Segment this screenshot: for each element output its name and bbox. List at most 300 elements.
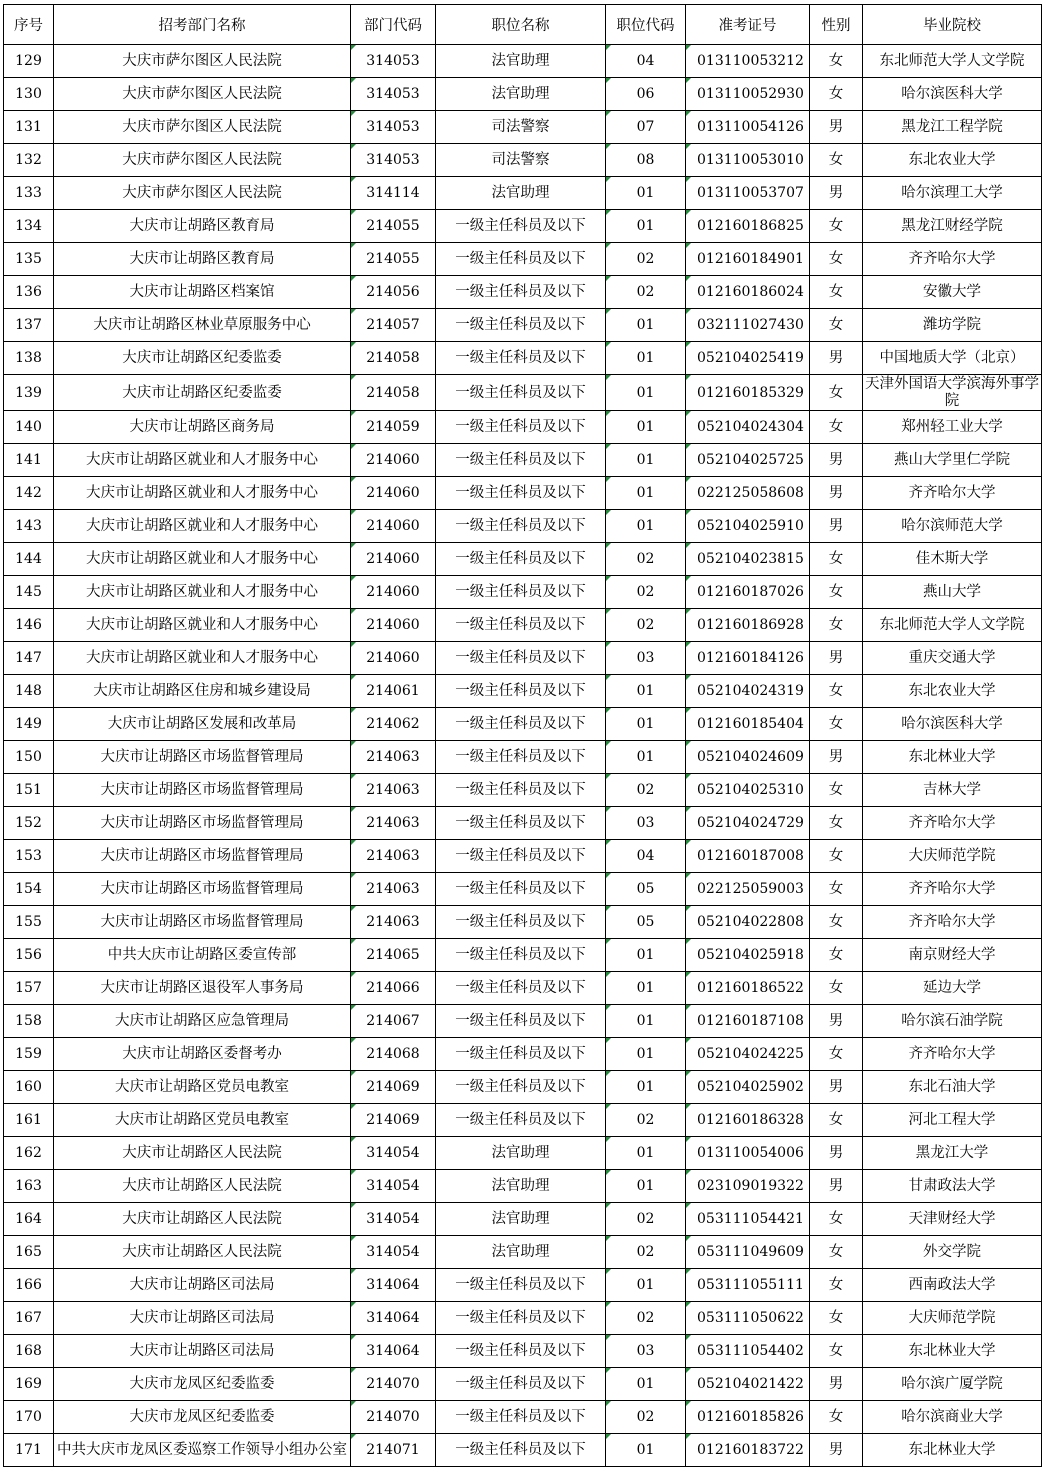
school-cell: 甘肃政法大学 xyxy=(863,1170,1042,1203)
department-code-cell: 314053 xyxy=(351,111,436,144)
seq-cell: 145 xyxy=(4,576,54,609)
ticket-number-cell: 012160183722 xyxy=(686,1434,810,1467)
department-code-cell: 214060 xyxy=(351,444,436,477)
gender-cell: 女 xyxy=(810,1401,863,1434)
school-cell: 安徽大学 xyxy=(863,276,1042,309)
department-name-cell: 大庆市让胡路区教育局 xyxy=(54,210,351,243)
seq-cell: 160 xyxy=(4,1071,54,1104)
department-code-cell: 314114 xyxy=(351,177,436,210)
position-name-cell: 一级主任科员及以下 xyxy=(436,1335,606,1368)
seq-cell: 166 xyxy=(4,1269,54,1302)
ticket-number-cell: 052104022808 xyxy=(686,906,810,939)
ticket-number-cell: 012160186328 xyxy=(686,1104,810,1137)
table-row xyxy=(4,807,1042,840)
position-name-cell: 一级主任科员及以下 xyxy=(436,1269,606,1302)
gender-cell: 女 xyxy=(810,576,863,609)
department-code-cell: 214059 xyxy=(351,411,436,444)
school-cell: 黑龙江工程学院 xyxy=(863,111,1042,144)
position-code-cell: 06 xyxy=(606,78,686,111)
position-code-cell: 02 xyxy=(606,543,686,576)
department-name-cell: 大庆市让胡路区就业和人才服务中心 xyxy=(54,543,351,576)
gender-cell: 男 xyxy=(810,1170,863,1203)
department-code-cell: 314054 xyxy=(351,1236,436,1269)
seq-cell: 154 xyxy=(4,873,54,906)
table-row xyxy=(4,1302,1042,1335)
school-cell: 哈尔滨商业大学 xyxy=(863,1401,1042,1434)
department-name-cell: 大庆市龙凤区纪委监委 xyxy=(54,1401,351,1434)
position-name-cell: 一级主任科员及以下 xyxy=(436,1005,606,1038)
header-department-code: 部门代码 xyxy=(351,5,436,45)
position-code-cell: 01 xyxy=(606,1269,686,1302)
school-cell: 东北林业大学 xyxy=(863,1434,1042,1467)
school-cell: 外交学院 xyxy=(863,1236,1042,1269)
school-cell: 黑龙江大学 xyxy=(863,1137,1042,1170)
position-code-cell: 02 xyxy=(606,1302,686,1335)
position-name-cell: 一级主任科员及以下 xyxy=(436,276,606,309)
seq-cell: 144 xyxy=(4,543,54,576)
department-name-cell: 大庆市让胡路区党员电教室 xyxy=(54,1104,351,1137)
department-name-cell: 大庆市萨尔图区人民法院 xyxy=(54,45,351,78)
table-row xyxy=(4,1137,1042,1170)
school-cell: 哈尔滨石油学院 xyxy=(863,1005,1042,1038)
gender-cell: 男 xyxy=(810,642,863,675)
table-row xyxy=(4,276,1042,309)
position-code-cell: 01 xyxy=(606,708,686,741)
seq-cell: 133 xyxy=(4,177,54,210)
department-name-cell: 大庆市让胡路区市场监督管理局 xyxy=(54,840,351,873)
department-name-cell: 大庆市萨尔图区人民法院 xyxy=(54,78,351,111)
seq-cell: 159 xyxy=(4,1038,54,1071)
department-code-cell: 214063 xyxy=(351,741,436,774)
table-row xyxy=(4,210,1042,243)
department-code-cell: 214060 xyxy=(351,477,436,510)
position-code-cell: 01 xyxy=(606,210,686,243)
position-name-cell: 一级主任科员及以下 xyxy=(436,576,606,609)
gender-cell: 女 xyxy=(810,873,863,906)
position-name-cell: 一级主任科员及以下 xyxy=(436,411,606,444)
department-code-cell: 214063 xyxy=(351,840,436,873)
gender-cell: 女 xyxy=(810,45,863,78)
ticket-number-cell: 023109019322 xyxy=(686,1170,810,1203)
seq-cell: 139 xyxy=(4,375,54,411)
department-name-cell: 大庆市让胡路区档案馆 xyxy=(54,276,351,309)
school-cell: 西南政法大学 xyxy=(863,1269,1042,1302)
department-name-cell: 大庆市让胡路区市场监督管理局 xyxy=(54,906,351,939)
gender-cell: 女 xyxy=(810,972,863,1005)
department-code-cell: 314064 xyxy=(351,1269,436,1302)
seq-cell: 158 xyxy=(4,1005,54,1038)
ticket-number-cell: 012160187008 xyxy=(686,840,810,873)
table-row xyxy=(4,576,1042,609)
department-code-cell: 214069 xyxy=(351,1104,436,1137)
seq-cell: 156 xyxy=(4,939,54,972)
school-cell: 佳木斯大学 xyxy=(863,543,1042,576)
position-code-cell: 02 xyxy=(606,609,686,642)
position-code-cell: 01 xyxy=(606,411,686,444)
position-code-cell: 01 xyxy=(606,972,686,1005)
department-name-cell: 大庆市让胡路区纪委监委 xyxy=(54,342,351,375)
gender-cell: 男 xyxy=(810,741,863,774)
table-row xyxy=(4,177,1042,210)
ticket-number-cell: 012160187026 xyxy=(686,576,810,609)
seq-cell: 167 xyxy=(4,1302,54,1335)
gender-cell: 女 xyxy=(810,840,863,873)
gender-cell: 女 xyxy=(810,375,863,411)
ticket-number-cell: 053111054402 xyxy=(686,1335,810,1368)
position-name-cell: 司法警察 xyxy=(436,111,606,144)
department-name-cell: 大庆市让胡路区司法局 xyxy=(54,1335,351,1368)
table-row xyxy=(4,840,1042,873)
gender-cell: 女 xyxy=(810,609,863,642)
position-code-cell: 01 xyxy=(606,1170,686,1203)
department-code-cell: 214070 xyxy=(351,1401,436,1434)
school-cell: 天津财经大学 xyxy=(863,1203,1042,1236)
department-name-cell: 大庆市让胡路区纪委监委 xyxy=(54,375,351,411)
seq-cell: 135 xyxy=(4,243,54,276)
seq-cell: 161 xyxy=(4,1104,54,1137)
school-cell: 齐齐哈尔大学 xyxy=(863,873,1042,906)
department-code-cell: 214067 xyxy=(351,1005,436,1038)
position-name-cell: 一级主任科员及以下 xyxy=(436,1401,606,1434)
table-row xyxy=(4,1005,1042,1038)
position-name-cell: 一级主任科员及以下 xyxy=(436,642,606,675)
gender-cell: 女 xyxy=(810,906,863,939)
seq-cell: 151 xyxy=(4,774,54,807)
table-row xyxy=(4,1236,1042,1269)
department-code-cell: 214060 xyxy=(351,642,436,675)
gender-cell: 女 xyxy=(810,1236,863,1269)
table-row xyxy=(4,309,1042,342)
table-row xyxy=(4,939,1042,972)
department-code-cell: 214063 xyxy=(351,774,436,807)
seq-cell: 131 xyxy=(4,111,54,144)
position-code-cell: 01 xyxy=(606,177,686,210)
department-code-cell: 314064 xyxy=(351,1302,436,1335)
department-code-cell: 214063 xyxy=(351,906,436,939)
position-code-cell: 01 xyxy=(606,1368,686,1401)
position-code-cell: 01 xyxy=(606,444,686,477)
table-row xyxy=(4,144,1042,177)
department-name-cell: 大庆市让胡路区就业和人才服务中心 xyxy=(54,477,351,510)
seq-cell: 140 xyxy=(4,411,54,444)
gender-cell: 女 xyxy=(810,1038,863,1071)
table-row xyxy=(4,1038,1042,1071)
position-name-cell: 一级主任科员及以下 xyxy=(436,1104,606,1137)
seq-cell: 164 xyxy=(4,1203,54,1236)
ticket-number-cell: 052104024304 xyxy=(686,411,810,444)
position-code-cell: 08 xyxy=(606,144,686,177)
department-name-cell: 大庆市让胡路区就业和人才服务中心 xyxy=(54,444,351,477)
table-row xyxy=(4,342,1042,375)
seq-cell: 162 xyxy=(4,1137,54,1170)
header-seq: 序号 xyxy=(4,5,54,45)
gender-cell: 女 xyxy=(810,708,863,741)
school-cell: 延边大学 xyxy=(863,972,1042,1005)
position-name-cell: 一级主任科员及以下 xyxy=(436,243,606,276)
department-name-cell: 大庆市让胡路区司法局 xyxy=(54,1269,351,1302)
position-name-cell: 一级主任科员及以下 xyxy=(436,840,606,873)
school-cell: 东北师范大学人文学院 xyxy=(863,45,1042,78)
gender-cell: 女 xyxy=(810,939,863,972)
department-name-cell: 大庆市龙凤区纪委监委 xyxy=(54,1368,351,1401)
position-name-cell: 一级主任科员及以下 xyxy=(436,1302,606,1335)
ticket-number-cell: 032111027430 xyxy=(686,309,810,342)
gender-cell: 男 xyxy=(810,444,863,477)
ticket-number-cell: 012160186522 xyxy=(686,972,810,1005)
ticket-number-cell: 052104025725 xyxy=(686,444,810,477)
position-name-cell: 一级主任科员及以下 xyxy=(436,708,606,741)
header-row xyxy=(4,5,1042,45)
department-code-cell: 314054 xyxy=(351,1137,436,1170)
table-row xyxy=(4,78,1042,111)
seq-cell: 169 xyxy=(4,1368,54,1401)
seq-cell: 146 xyxy=(4,609,54,642)
gender-cell: 女 xyxy=(810,807,863,840)
position-code-cell: 05 xyxy=(606,906,686,939)
gender-cell: 女 xyxy=(810,411,863,444)
position-code-cell: 03 xyxy=(606,1335,686,1368)
school-cell: 齐齐哈尔大学 xyxy=(863,243,1042,276)
table-row xyxy=(4,375,1042,411)
ticket-number-cell: 022125058608 xyxy=(686,477,810,510)
ticket-number-cell: 012160186825 xyxy=(686,210,810,243)
position-code-cell: 01 xyxy=(606,1071,686,1104)
school-cell: 东北林业大学 xyxy=(863,741,1042,774)
gender-cell: 女 xyxy=(810,78,863,111)
department-name-cell: 大庆市让胡路区市场监督管理局 xyxy=(54,774,351,807)
school-cell: 燕山大学里仁学院 xyxy=(863,444,1042,477)
department-code-cell: 314054 xyxy=(351,1170,436,1203)
department-name-cell: 大庆市萨尔图区人民法院 xyxy=(54,144,351,177)
ticket-number-cell: 053111055111 xyxy=(686,1269,810,1302)
seq-cell: 170 xyxy=(4,1401,54,1434)
gender-cell: 女 xyxy=(810,1203,863,1236)
position-code-cell: 04 xyxy=(606,840,686,873)
department-name-cell: 大庆市让胡路区商务局 xyxy=(54,411,351,444)
table-row xyxy=(4,1269,1042,1302)
header-position-name: 职位名称 xyxy=(436,5,606,45)
position-name-cell: 一级主任科员及以下 xyxy=(436,1038,606,1071)
school-cell: 重庆交通大学 xyxy=(863,642,1042,675)
header-gender: 性别 xyxy=(810,5,863,45)
ticket-number-cell: 053111049609 xyxy=(686,1236,810,1269)
position-code-cell: 01 xyxy=(606,741,686,774)
department-name-cell: 大庆市让胡路区教育局 xyxy=(54,243,351,276)
position-code-cell: 04 xyxy=(606,45,686,78)
table-row xyxy=(4,543,1042,576)
seq-cell: 171 xyxy=(4,1434,54,1467)
department-code-cell: 214063 xyxy=(351,873,436,906)
position-name-cell: 一级主任科员及以下 xyxy=(436,444,606,477)
gender-cell: 男 xyxy=(810,1005,863,1038)
ticket-number-cell: 052104024729 xyxy=(686,807,810,840)
ticket-number-cell: 012160186928 xyxy=(686,609,810,642)
ticket-number-cell: 012160185329 xyxy=(686,375,810,411)
table-row xyxy=(4,243,1042,276)
table-row xyxy=(4,444,1042,477)
gender-cell: 男 xyxy=(810,111,863,144)
gender-cell: 女 xyxy=(810,543,863,576)
position-code-cell: 01 xyxy=(606,939,686,972)
position-code-cell: 01 xyxy=(606,1038,686,1071)
table-row xyxy=(4,1335,1042,1368)
position-name-cell: 一级主任科员及以下 xyxy=(436,510,606,543)
seq-cell: 147 xyxy=(4,642,54,675)
department-name-cell: 大庆市让胡路区人民法院 xyxy=(54,1236,351,1269)
position-code-cell: 01 xyxy=(606,309,686,342)
gender-cell: 男 xyxy=(810,342,863,375)
school-cell: 东北农业大学 xyxy=(863,144,1042,177)
school-cell: 齐齐哈尔大学 xyxy=(863,477,1042,510)
seq-cell: 165 xyxy=(4,1236,54,1269)
position-code-cell: 01 xyxy=(606,675,686,708)
department-name-cell: 中共大庆市龙凤区委巡察工作领导小组办公室 xyxy=(54,1434,351,1467)
department-name-cell: 大庆市让胡路区住房和城乡建设局 xyxy=(54,675,351,708)
ticket-number-cell: 052104025310 xyxy=(686,774,810,807)
position-name-cell: 一级主任科员及以下 xyxy=(436,906,606,939)
position-name-cell: 一级主任科员及以下 xyxy=(436,774,606,807)
department-code-cell: 214055 xyxy=(351,243,436,276)
seq-cell: 155 xyxy=(4,906,54,939)
seq-cell: 148 xyxy=(4,675,54,708)
table-row xyxy=(4,45,1042,78)
table-row xyxy=(4,510,1042,543)
department-name-cell: 大庆市让胡路区就业和人才服务中心 xyxy=(54,609,351,642)
table-row xyxy=(4,1104,1042,1137)
school-cell: 燕山大学 xyxy=(863,576,1042,609)
table-row xyxy=(4,1203,1042,1236)
ticket-number-cell: 013110054006 xyxy=(686,1137,810,1170)
department-name-cell: 大庆市让胡路区人民法院 xyxy=(54,1170,351,1203)
department-name-cell: 大庆市让胡路区退役军人事务局 xyxy=(54,972,351,1005)
ticket-number-cell: 052104021422 xyxy=(686,1368,810,1401)
ticket-number-cell: 012160184901 xyxy=(686,243,810,276)
table-row xyxy=(4,111,1042,144)
position-name-cell: 一级主任科员及以下 xyxy=(436,972,606,1005)
school-cell: 中国地质大学（北京） xyxy=(863,342,1042,375)
department-name-cell: 大庆市让胡路区就业和人才服务中心 xyxy=(54,642,351,675)
gender-cell: 女 xyxy=(810,675,863,708)
position-code-cell: 02 xyxy=(606,1104,686,1137)
position-code-cell: 01 xyxy=(606,375,686,411)
position-name-cell: 一级主任科员及以下 xyxy=(436,939,606,972)
department-code-cell: 214071 xyxy=(351,1434,436,1467)
position-name-cell: 一级主任科员及以下 xyxy=(436,741,606,774)
gender-cell: 女 xyxy=(810,1302,863,1335)
position-name-cell: 一级主任科员及以下 xyxy=(436,1434,606,1467)
gender-cell: 女 xyxy=(810,243,863,276)
department-name-cell: 大庆市让胡路区就业和人才服务中心 xyxy=(54,576,351,609)
department-name-cell: 大庆市让胡路区委督考办 xyxy=(54,1038,351,1071)
department-code-cell: 314053 xyxy=(351,78,436,111)
ticket-number-cell: 022125059003 xyxy=(686,873,810,906)
position-name-cell: 一级主任科员及以下 xyxy=(436,807,606,840)
ticket-number-cell: 053111050622 xyxy=(686,1302,810,1335)
table-row xyxy=(4,873,1042,906)
department-code-cell: 214069 xyxy=(351,1071,436,1104)
position-name-cell: 一级主任科员及以下 xyxy=(436,477,606,510)
gender-cell: 女 xyxy=(810,1269,863,1302)
department-code-cell: 314054 xyxy=(351,1203,436,1236)
ticket-number-cell: 052104025918 xyxy=(686,939,810,972)
position-code-cell: 02 xyxy=(606,1401,686,1434)
seq-cell: 150 xyxy=(4,741,54,774)
position-code-cell: 02 xyxy=(606,1236,686,1269)
position-code-cell: 02 xyxy=(606,243,686,276)
department-code-cell: 214058 xyxy=(351,375,436,411)
gender-cell: 男 xyxy=(810,477,863,510)
department-name-cell: 大庆市让胡路区市场监督管理局 xyxy=(54,873,351,906)
table-row xyxy=(4,906,1042,939)
table-row xyxy=(4,642,1042,675)
table-row xyxy=(4,477,1042,510)
position-name-cell: 法官助理 xyxy=(436,1203,606,1236)
department-name-cell: 大庆市让胡路区应急管理局 xyxy=(54,1005,351,1038)
seq-cell: 137 xyxy=(4,309,54,342)
department-code-cell: 214062 xyxy=(351,708,436,741)
gender-cell: 女 xyxy=(810,1335,863,1368)
department-code-cell: 214070 xyxy=(351,1368,436,1401)
ticket-number-cell: 012160185404 xyxy=(686,708,810,741)
department-code-cell: 214058 xyxy=(351,342,436,375)
position-code-cell: 03 xyxy=(606,642,686,675)
school-cell: 哈尔滨理工大学 xyxy=(863,177,1042,210)
table-row xyxy=(4,411,1042,444)
gender-cell: 女 xyxy=(810,276,863,309)
gender-cell: 女 xyxy=(810,1104,863,1137)
position-name-cell: 一级主任科员及以下 xyxy=(436,210,606,243)
gender-cell: 男 xyxy=(810,1434,863,1467)
school-cell: 哈尔滨师范大学 xyxy=(863,510,1042,543)
header-school: 毕业院校 xyxy=(863,5,1042,45)
ticket-number-cell: 052104024609 xyxy=(686,741,810,774)
department-code-cell: 214066 xyxy=(351,972,436,1005)
position-code-cell: 01 xyxy=(606,1137,686,1170)
seq-cell: 157 xyxy=(4,972,54,1005)
position-code-cell: 01 xyxy=(606,1005,686,1038)
ticket-number-cell: 013110054126 xyxy=(686,111,810,144)
position-name-cell: 法官助理 xyxy=(436,1236,606,1269)
department-name-cell: 中共大庆市让胡路区委宣传部 xyxy=(54,939,351,972)
position-name-cell: 一级主任科员及以下 xyxy=(436,1368,606,1401)
table-body xyxy=(4,45,1042,1467)
table-row xyxy=(4,741,1042,774)
department-code-cell: 214060 xyxy=(351,576,436,609)
position-name-cell: 一级主任科员及以下 xyxy=(436,1071,606,1104)
gender-cell: 女 xyxy=(810,774,863,807)
position-name-cell: 一级主任科员及以下 xyxy=(436,675,606,708)
ticket-number-cell: 013110052930 xyxy=(686,78,810,111)
header-position-code: 职位代码 xyxy=(606,5,686,45)
department-name-cell: 大庆市萨尔图区人民法院 xyxy=(54,177,351,210)
position-code-cell: 01 xyxy=(606,510,686,543)
seq-cell: 134 xyxy=(4,210,54,243)
seq-cell: 153 xyxy=(4,840,54,873)
position-name-cell: 一级主任科员及以下 xyxy=(436,309,606,342)
table-row xyxy=(4,1368,1042,1401)
position-name-cell: 一级主任科员及以下 xyxy=(436,375,606,411)
ticket-number-cell: 052104023815 xyxy=(686,543,810,576)
results-table xyxy=(3,4,1042,1467)
department-code-cell: 214060 xyxy=(351,609,436,642)
table-row xyxy=(4,708,1042,741)
seq-cell: 163 xyxy=(4,1170,54,1203)
gender-cell: 男 xyxy=(810,510,863,543)
department-name-cell: 大庆市萨尔图区人民法院 xyxy=(54,111,351,144)
ticket-number-cell: 013110053707 xyxy=(686,177,810,210)
position-name-cell: 法官助理 xyxy=(436,1137,606,1170)
school-cell: 哈尔滨广厦学院 xyxy=(863,1368,1042,1401)
